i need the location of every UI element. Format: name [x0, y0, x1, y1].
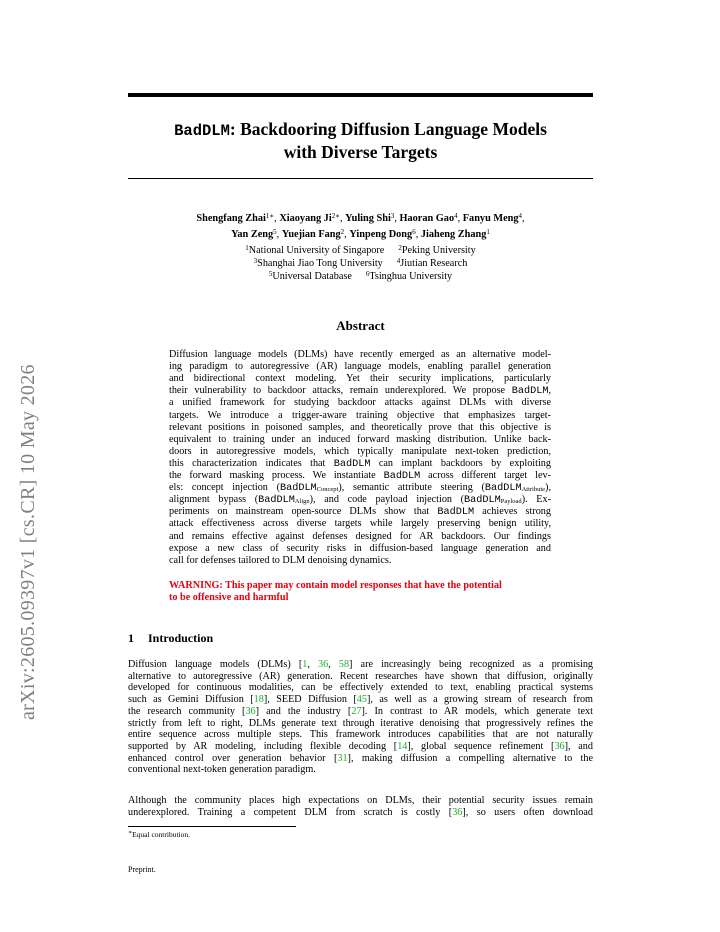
paragraph-line: enhanced control over generation behavior [31], making diffusion a compelling alternative to the [128, 752, 593, 764]
author-affil-mark: 2 [340, 228, 345, 236]
affiliations [128, 244, 593, 284]
affiliation-mark: 6 [365, 270, 370, 279]
paragraph-line: alternative to autoregressive (AR) generation. Recent researches have shown that diffusion, originally [128, 670, 593, 682]
affiliation-mark: 3 [253, 257, 258, 266]
abstract-line: and bidirectional context modeling. Yet their security implications, particularly [169, 373, 551, 385]
authors-line-2: Yan Zeng$^5$, Yuejian Fang$^2$, Yinpeng Dong$^6$, Jiaheng Zhang$^1$ [231, 228, 490, 240]
citation-link[interactable]: 36 [245, 705, 256, 717]
warning-line-2: to be offensive and harmful [169, 592, 289, 603]
affiliation-mark: 4 [396, 257, 401, 266]
abstract-line: a unified framework for studying backdoor attacks against DLMs with diverse [169, 397, 551, 409]
abstract-line: this characterization indicates that BadDLM can implant backdoors by exploiting [169, 457, 551, 470]
abstract-line: attack effectiveness across diverse targets while largely preserving benign utility, [169, 518, 551, 530]
citation-link[interactable]: 36 [554, 740, 565, 752]
abstract-heading: Abstract [336, 318, 385, 333]
intro-paragraph-2 [128, 795, 593, 818]
footnote-text: Equal contribution. [132, 830, 190, 839]
abstract-line: equivalent to training under an induced forward masking distribution. Unlike back- [169, 433, 551, 445]
paragraph-line: Although the community places high expectations on DLMs, their potential security issues remain [128, 795, 593, 806]
paragraph-line: Diffusion language models (DLMs) [1, 36, 58] are increasingly being recognized as a promising [128, 659, 594, 670]
title-bottom-rule [128, 178, 593, 179]
method-variant: Align [294, 498, 310, 506]
affiliation-line [128, 270, 593, 283]
abstract-line: doors in autoregressive models, which typically manipulate next-token prediction, [169, 445, 551, 457]
paragraph-line: such as Gemini Diffusion [18], SEED Diffusion [45], as well as a growing stream of research from [128, 694, 593, 706]
title-name: BadDLM [174, 122, 230, 140]
author-affil-mark: 4 [518, 212, 523, 220]
citation-link[interactable]: 58 [338, 659, 350, 670]
citation-link[interactable]: 27 [351, 705, 362, 717]
method-name: BadDLM [279, 483, 317, 495]
abstract-line: expose a new class of security risks in diffusion-based language generation and [169, 542, 551, 554]
method-name: BadDLM [333, 458, 371, 470]
paragraph-line: supported by AR modeling, including flexible decoding [14], global sequence refinement [36], and [128, 740, 593, 752]
affiliation-name: Jiutian Research [400, 258, 468, 270]
footnote-mark: ∗ [128, 830, 133, 836]
title-rest: : Backdooring Diffusion Language Models [229, 119, 547, 139]
author-name: Haoran Gao [399, 213, 455, 224]
title-line-1 [128, 119, 593, 142]
author-affil-mark: 3 [390, 212, 395, 220]
section-heading [128, 631, 213, 646]
preprint-label: Preprint. [128, 865, 156, 874]
affiliation-mark: 1 [245, 244, 249, 252]
paragraph-line: the research community [36] and the industry [27]. In contrast to AR models, which generate text [128, 705, 593, 717]
paper-title [128, 119, 593, 163]
abstract-line: and remains effective against defenses designed for AR backdoors. Our findings [169, 530, 551, 542]
title-line-2: with Diverse Targets [283, 142, 438, 162]
citation-link[interactable]: 14 [397, 740, 408, 752]
method-name: BadDLM [258, 495, 295, 507]
method-name: BadDLM [511, 386, 549, 398]
abstract-line: relevant positions in poisoned samples, and theoretically prove that this objective is [169, 421, 551, 433]
author-affil-mark: 6 [412, 228, 416, 236]
author-affil-mark: 2∗ [331, 212, 340, 220]
citation-link[interactable]: 36 [452, 806, 463, 818]
author-affil-mark: 5 [273, 228, 277, 236]
method-variant: Payload [500, 498, 522, 506]
abstract-line: the forward masking process. We instantiate BadDLM across different target lev- [169, 470, 551, 482]
citation-link[interactable]: 36 [318, 659, 329, 670]
paragraph-line: underexplored. Training a competent DLM from scratch is costly [36], so users often download [128, 806, 594, 818]
author-name: Yan Zeng [231, 229, 274, 240]
paragraph-line: entire sequence across multiple steps. This framework introduces capabilities that are not naturally [128, 729, 593, 741]
method-variant: Concept [316, 486, 339, 494]
method-name: BadDLM [383, 471, 421, 482]
method-variant: Attribute [521, 486, 546, 494]
author-name: Yinpeng Dong [349, 229, 413, 240]
section-number: 1 [128, 631, 134, 645]
author-name: Shengfang Zhai [196, 213, 266, 224]
arxiv-stamp: arXiv:2605.09397v1 [cs.CR] 10 May 2026 [17, 364, 39, 720]
abstract-line: ing paradigm to autoregressive (AR) language models, enabling parallel generation [169, 361, 551, 373]
citation-link[interactable]: 31 [337, 752, 348, 764]
author-name: Yuejian Fang [281, 229, 341, 240]
affiliation-line [128, 244, 593, 257]
abstract-line: alignment bypass (BadDLM$_{Align}$), and code payload injection (BadDLM$_{Payload}$). Ex- [169, 494, 551, 507]
affiliation-line [128, 257, 593, 270]
abstract-line: targets. We introduce a trigger-aware training objective that emphasizes target- [169, 409, 551, 421]
citation-link[interactable]: 45 [356, 694, 367, 706]
title-top-rule [128, 93, 593, 97]
citation-link[interactable]: 1 [302, 659, 308, 670]
author-name: Yuling Shi [345, 213, 391, 224]
affiliation-mark: 2 [398, 244, 402, 252]
abstract-line: periments on mainstream open-source DLMs show that BadDLM achieves strong [169, 506, 551, 519]
author-name: Jiaheng Zhang [420, 229, 487, 240]
affiliation-name: Universal Database [272, 271, 352, 283]
warning-line-1: WARNING: This paper may contain model responses that have the potential [169, 580, 502, 591]
paragraph-line: developed for continuous modalities, can be effectively extended to text, enabling practical systems [128, 682, 593, 694]
affiliation-name: Tsinghua University [369, 271, 453, 283]
affiliation-mark: 5 [268, 270, 273, 279]
author-name: Xiaoyang Ji [279, 213, 332, 224]
affiliation-name: National University of Singapore [248, 245, 385, 256]
author-affil-mark: 1 [486, 228, 490, 236]
method-name: BadDLM [437, 507, 475, 519]
paragraph-line: conventional next-token generation paradigm. [128, 764, 316, 776]
paragraph-line: strictly from left to right, DLMs generate text through iterative denoising that progressively refines the [128, 717, 593, 729]
author-affil-mark: 1∗ [265, 212, 275, 220]
abstract-line: els: concept injection (BadDLM$_{Concept}$), semantic attribute steering (BadDLM$_{Attribute}$), [169, 482, 551, 495]
abstract-line: their vulnerability to backdoor attacks, remain underexplored. We propose BadDLM, [169, 385, 551, 398]
citation-link[interactable]: 18 [253, 694, 264, 706]
authors-line-1: Shengfang Zhai$^{1∗}$, Xiaoyang $Ji^{2∗}$, Yuling Shi$^3$, Haoran Gao$^4$, Fanyu Meng$^4$, [196, 212, 525, 224]
intro-paragraph-1 [128, 659, 593, 776]
affiliation-name: Shanghai Jiao Tong University [257, 258, 383, 270]
footnote [128, 830, 190, 839]
author-affil-mark: 4 [454, 212, 458, 220]
abstract-line: Diffusion language models (DLMs) have recently emerged as an alternative model- [169, 349, 551, 360]
footnote-rule [128, 826, 296, 827]
method-name: BadDLM [464, 495, 501, 507]
abstract-line: call for defenses tailored to DLM denoising dynamics. [169, 554, 392, 566]
affiliation-name: Peking University [401, 245, 476, 256]
method-name: BadDLM [484, 483, 522, 495]
author-name: Fanyu Meng [462, 213, 519, 224]
section-title: Introduction [148, 631, 214, 645]
